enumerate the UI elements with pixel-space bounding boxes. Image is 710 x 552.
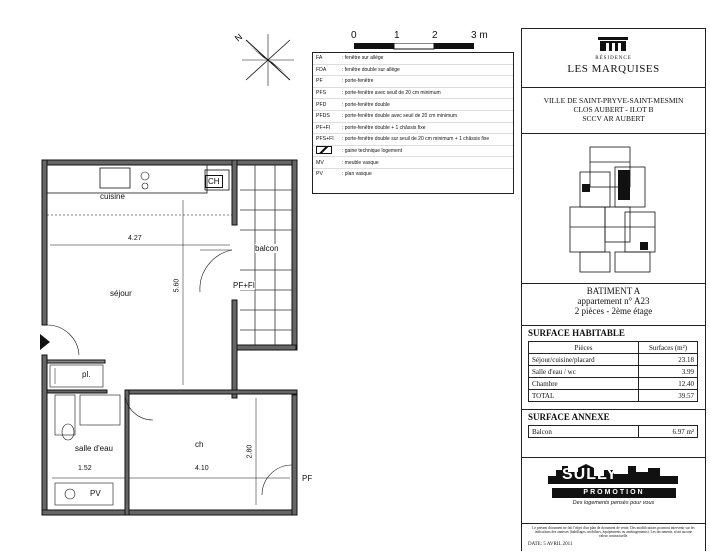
legend-code: PFDS <box>316 113 330 120</box>
table-cell: 39.57 <box>639 390 698 402</box>
document-date: DATE: 5 AVRIL 2011 <box>528 542 573 547</box>
legend-desc: : meuble vasque <box>342 159 379 166</box>
legend-desc: : porte-fenêtre double avec seuil de 20 cm minimum <box>342 113 458 120</box>
legend-row <box>313 76 513 88</box>
legend-desc: : porte-fenêtre double <box>342 101 390 108</box>
dimension-1-52: 1.52 <box>78 465 92 472</box>
promoter-name: SULLY <box>562 466 618 483</box>
door-label-pffi: PF+FI <box>233 281 256 290</box>
table-row-total <box>529 390 698 402</box>
dimension-5-60: 5.60 <box>173 278 181 293</box>
floor-plan <box>0 0 313 550</box>
table-row <box>529 378 698 390</box>
legend-desc: : gaine technique logement <box>342 148 403 155</box>
building-key-plan <box>522 133 705 282</box>
north-arrow-icon <box>242 34 294 86</box>
table-cell: 23.18 <box>639 354 698 366</box>
apartment-info <box>522 283 705 324</box>
table-row <box>529 426 698 438</box>
room-label-balcon: balcon <box>255 244 279 253</box>
scale-tick-3: 3 m <box>471 30 488 41</box>
scale-tick-0: 0 <box>351 30 357 41</box>
legend-row <box>313 99 513 111</box>
building-logo-icon <box>598 37 628 53</box>
legend-code: FA <box>316 55 323 62</box>
room-label-placard: pl. <box>82 370 91 379</box>
scale-bar <box>348 30 488 50</box>
address-line-1: VILLE DE SAINT-PRYVE-SAINT-MESMIN <box>543 96 684 105</box>
surface-annexe-block <box>522 409 705 444</box>
table-cell: 6.97 m² <box>639 426 698 438</box>
legend-code: PFD <box>316 101 327 108</box>
technical-duct-icon <box>316 146 332 154</box>
legend-row <box>313 65 513 77</box>
surface-annexe-table <box>528 425 698 438</box>
legend-row <box>313 111 513 123</box>
legend-row <box>313 134 513 146</box>
legend-row <box>313 123 513 135</box>
disclaimer-text: Le présent document ne fait l'objet d'un plan de document de vente. Des modifications pourront intervenir sur les indications des annexes (habillages, mobiliers, équipements ou aménagements). Les documents, n'ont aucune valeur contractuelle. <box>532 526 695 539</box>
table-cell: 12.40 <box>639 378 698 390</box>
table-cell: Chambre <box>529 378 639 390</box>
apartment-number: appartement n° A23 <box>577 296 650 306</box>
scale-tick-1: 1 <box>394 30 400 41</box>
legend-row <box>313 169 513 180</box>
legend-desc: : porte-fenêtre <box>342 78 374 85</box>
batiment-label: BATIMENT A <box>586 286 641 296</box>
table-header-row <box>529 342 698 354</box>
promoter-tagline: Des logements pensés pour vous <box>572 500 655 506</box>
surface-habitable-title: SURFACE HABITABLE <box>528 328 625 338</box>
door-label-pf: PF <box>302 474 313 483</box>
scale-bar-graphic <box>354 43 494 51</box>
legend-code: MV <box>316 159 324 166</box>
scale-tick-2: 2 <box>432 30 438 41</box>
logo-name-text: LES MARQUISES <box>567 63 660 75</box>
dimension-4-27: 4.27 <box>128 235 142 242</box>
legend-code: PFS+FI <box>316 136 334 143</box>
promoter-logo <box>522 457 705 524</box>
disclaimer-block <box>522 523 705 552</box>
entry-arrow-icon <box>40 334 50 350</box>
legend-code: PV <box>316 171 323 178</box>
legend-desc: : porte-fenêtre avec seuil de 20 cm minimum <box>342 90 441 97</box>
key-plan-drawing <box>560 142 670 277</box>
room-label-chambre: ch <box>195 440 204 449</box>
address-line-2: CLOS AUBERT - ILOT B <box>573 105 654 114</box>
table-header-pieces: Pièces <box>529 342 639 354</box>
table-cell: Balcon <box>529 426 639 438</box>
surface-annexe-title: SURFACE ANNEXE <box>528 412 610 422</box>
dimension-4-10: 4.10 <box>195 465 209 472</box>
legend-desc: : plan vasque <box>342 171 372 178</box>
surface-habitable-table <box>528 341 698 402</box>
legend-desc: : fenêtre sur allège <box>342 55 384 62</box>
table-header-surfaces: Surfaces (m²) <box>639 342 698 354</box>
dimension-2-80: 2.80 <box>246 444 254 459</box>
residence-logo <box>522 29 705 84</box>
legend-desc: : porte-fenêtre double sur seuil de 20 cm minimum + 1 châssis fixe <box>342 136 490 143</box>
address-block <box>522 87 705 130</box>
title-block <box>521 28 706 551</box>
room-label-ch-cupboard: CH <box>205 175 223 188</box>
legend-code <box>313 146 342 156</box>
legend-code: FDA <box>316 66 327 73</box>
promoter-sub: PROMOTION <box>552 488 676 498</box>
room-label-sejour: séjour <box>110 289 132 298</box>
apartment-type-floor: 2 pièces - 2ème étage <box>574 306 653 316</box>
table-cell: 3.99 <box>639 366 698 378</box>
room-label-pv: PV <box>90 489 101 498</box>
legend-desc: : porte-fenêtre double + 1 châssis fixe <box>342 124 426 131</box>
table-cell: Salle d'eau / wc <box>529 366 639 378</box>
table-row <box>529 366 698 378</box>
legend-row <box>313 53 513 65</box>
legend-row <box>313 146 513 158</box>
table-row <box>529 354 698 366</box>
legend-row <box>313 157 513 169</box>
svg-text:N: N <box>232 31 245 44</box>
legend-code: PF <box>316 78 323 85</box>
floor-plan-drawing <box>0 0 313 550</box>
legend-code: PF+FI <box>316 124 331 131</box>
room-label-cuisine: cuisine <box>100 192 125 201</box>
legend-row <box>313 88 513 100</box>
room-label-salle-deau: salle d'eau <box>75 444 113 453</box>
table-cell: Séjour/cuisine/placard <box>529 354 639 366</box>
table-cell: TOTAL <box>529 390 639 402</box>
legend-box <box>312 52 514 194</box>
legend-code: PFS <box>316 90 327 97</box>
legend-desc: : fenêtre double sur allège <box>342 66 400 73</box>
surface-habitable-block <box>522 325 705 408</box>
logo-residence-text: RÉSIDENCE <box>595 56 632 61</box>
address-line-3: SCCV AR AUBERT <box>582 114 645 123</box>
